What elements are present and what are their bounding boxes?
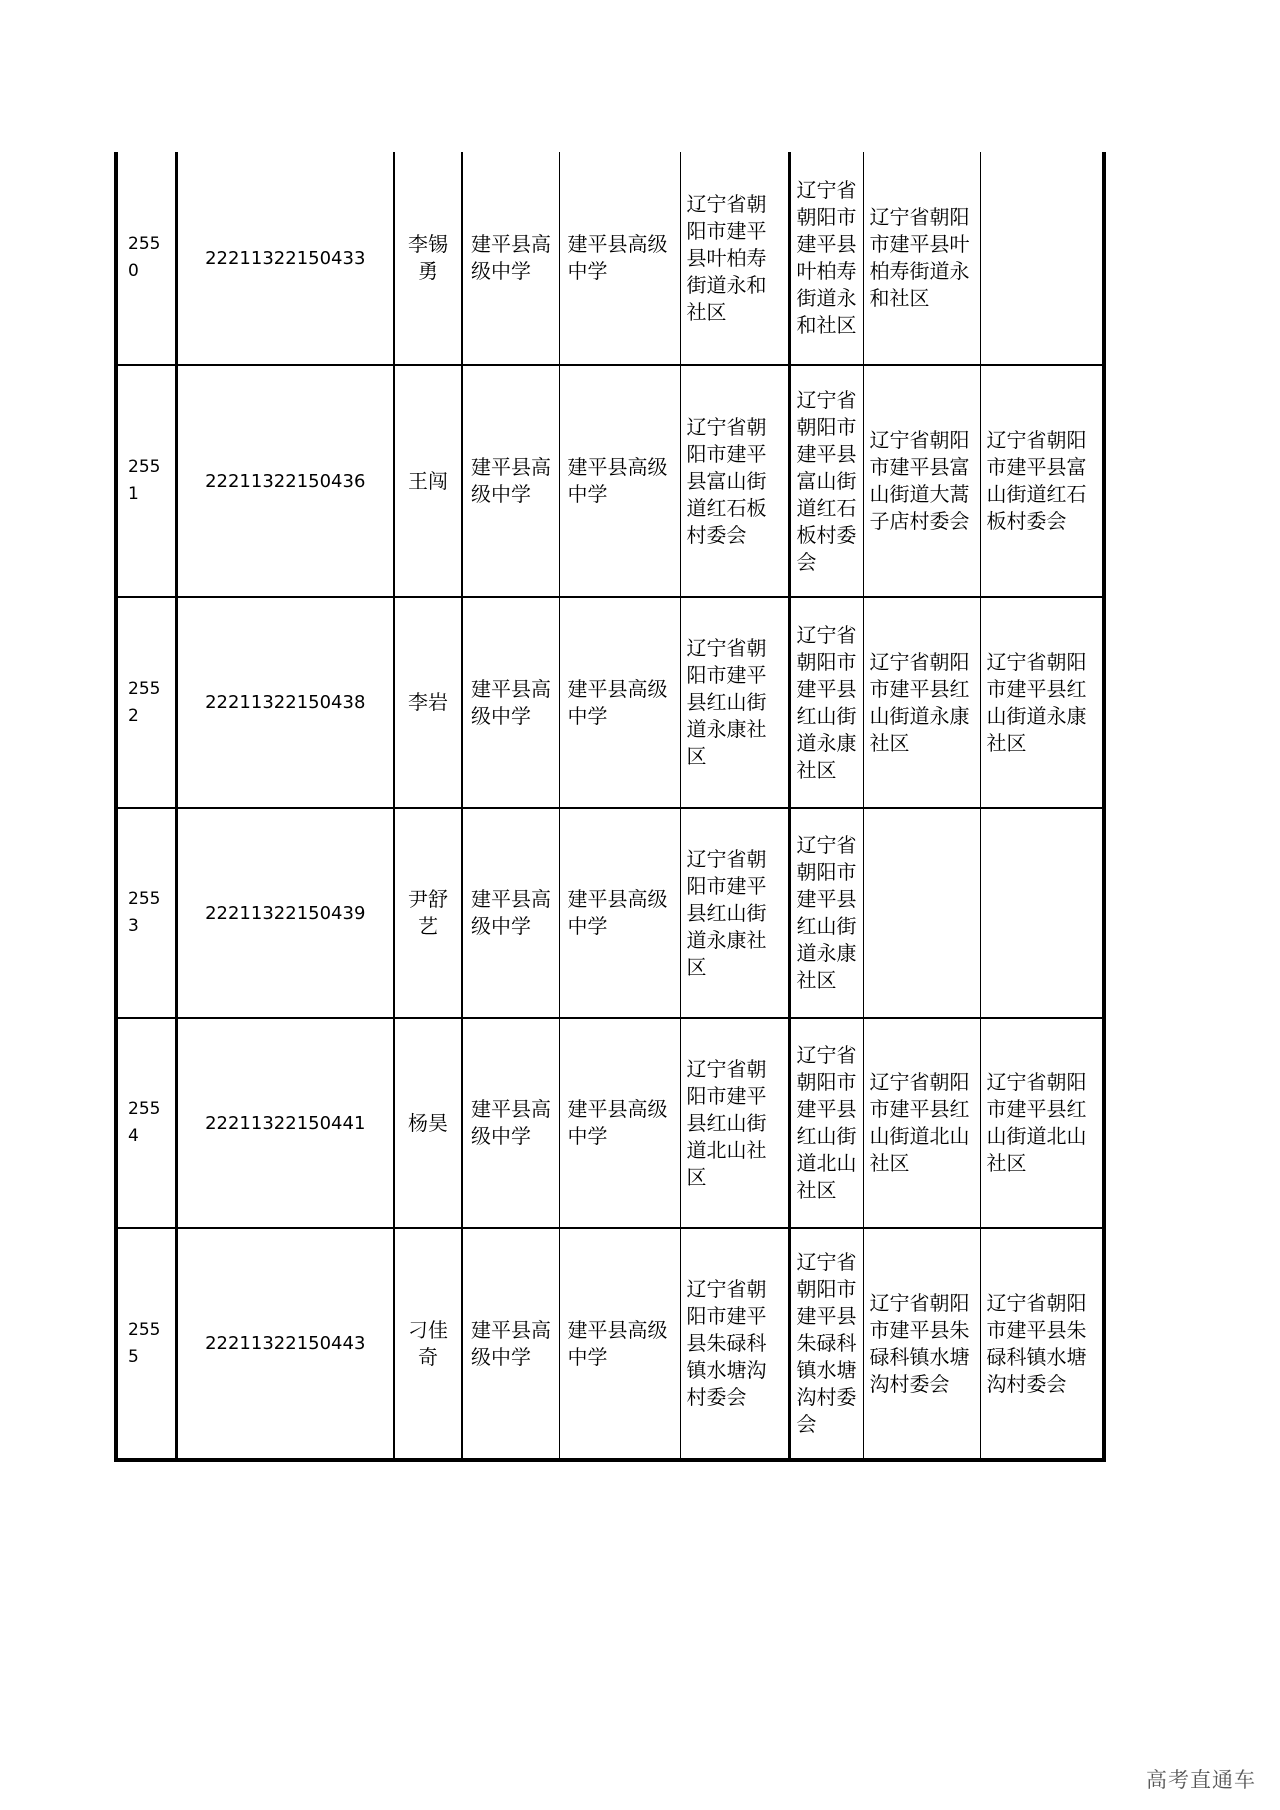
- address-cell-1: 辽宁省朝阳市建平县叶柏寿街道永和社区: [680, 152, 789, 365]
- roster-table: [114, 152, 1106, 1462]
- address-cell-2: 辽宁省朝阳市建平县红山街道永康社区: [789, 597, 863, 808]
- table-row: [116, 1018, 1104, 1228]
- name-cell: 李锡勇: [394, 152, 462, 365]
- school-cell-2: 建平县高级中学: [559, 365, 680, 597]
- name-cell: 刁佳奇: [394, 1228, 462, 1460]
- seq-cell: 2552: [116, 597, 176, 808]
- school-cell-2: 建平县高级中学: [559, 1228, 680, 1460]
- seq-cell: 2554: [116, 1018, 176, 1228]
- address-cell-4: 辽宁省朝阳市建平县红山街道北山社区: [980, 1018, 1104, 1228]
- exam-id-cell: 22211322150443: [176, 1228, 394, 1460]
- watermark-text: 高考直通车: [1146, 1768, 1256, 1792]
- name-cell: 李岩: [394, 597, 462, 808]
- seq-cell: 2551: [116, 365, 176, 597]
- school-cell: 建平县高级中学: [462, 1228, 559, 1460]
- address-cell-2: 辽宁省朝阳市建平县富山街道红石板村委会: [789, 365, 863, 597]
- address-cell-3: 辽宁省朝阳市建平县朱碌科镇水塘沟村委会: [863, 1228, 980, 1460]
- address-cell-4: [980, 808, 1104, 1018]
- school-cell: 建平县高级中学: [462, 365, 559, 597]
- address-cell-3: 辽宁省朝阳市建平县红山街道北山社区: [863, 1018, 980, 1228]
- exam-id-cell: 22211322150433: [176, 152, 394, 365]
- address-cell-2: 辽宁省朝阳市建平县红山街道北山社区: [789, 1018, 863, 1228]
- school-cell-2: 建平县高级中学: [559, 808, 680, 1018]
- school-cell: 建平县高级中学: [462, 152, 559, 365]
- address-cell-1: 辽宁省朝阳市建平县红山街道永康社区: [680, 808, 789, 1018]
- table-row: [116, 808, 1104, 1018]
- exam-id-cell: 22211322150438: [176, 597, 394, 808]
- address-cell-2: 辽宁省朝阳市建平县朱碌科镇水塘沟村委会: [789, 1228, 863, 1460]
- address-cell-4: 辽宁省朝阳市建平县富山街道红石板村委会: [980, 365, 1104, 597]
- address-cell-4: 辽宁省朝阳市建平县朱碌科镇水塘沟村委会: [980, 1228, 1104, 1460]
- seq-cell: 2553: [116, 808, 176, 1018]
- address-cell-1: 辽宁省朝阳市建平县富山街道红石板村委会: [680, 365, 789, 597]
- seq-cell: 2550: [116, 152, 176, 365]
- table-row: [116, 597, 1104, 808]
- address-cell-2: 辽宁省朝阳市建平县叶柏寿街道永和社区: [789, 152, 863, 365]
- school-cell-2: 建平县高级中学: [559, 1018, 680, 1228]
- table-row: [116, 152, 1104, 365]
- address-cell-3: 辽宁省朝阳市建平县红山街道永康社区: [863, 597, 980, 808]
- seq-cell: 2555: [116, 1228, 176, 1460]
- school-cell: 建平县高级中学: [462, 1018, 559, 1228]
- table-row: [116, 365, 1104, 597]
- exam-id-cell: 22211322150439: [176, 808, 394, 1018]
- address-cell-1: 辽宁省朝阳市建平县朱碌科镇水塘沟村委会: [680, 1228, 789, 1460]
- address-cell-3: 辽宁省朝阳市建平县叶柏寿街道永和社区: [863, 152, 980, 365]
- table-row: [116, 1228, 1104, 1460]
- address-cell-1: 辽宁省朝阳市建平县红山街道北山社区: [680, 1018, 789, 1228]
- name-cell: 杨昊: [394, 1018, 462, 1228]
- exam-id-cell: 22211322150436: [176, 365, 394, 597]
- name-cell: 尹舒艺: [394, 808, 462, 1018]
- name-cell: 王闯: [394, 365, 462, 597]
- address-cell-1: 辽宁省朝阳市建平县红山街道永康社区: [680, 597, 789, 808]
- school-cell-2: 建平县高级中学: [559, 597, 680, 808]
- address-cell-3: 辽宁省朝阳市建平县富山街道大蒿子店村委会: [863, 365, 980, 597]
- address-cell-2: 辽宁省朝阳市建平县红山街道永康社区: [789, 808, 863, 1018]
- school-cell: 建平县高级中学: [462, 597, 559, 808]
- school-cell: 建平县高级中学: [462, 808, 559, 1018]
- address-cell-3: [863, 808, 980, 1018]
- exam-id-cell: 22211322150441: [176, 1018, 394, 1228]
- address-cell-4: [980, 152, 1104, 365]
- address-cell-4: 辽宁省朝阳市建平县红山街道永康社区: [980, 597, 1104, 808]
- school-cell-2: 建平县高级中学: [559, 152, 680, 365]
